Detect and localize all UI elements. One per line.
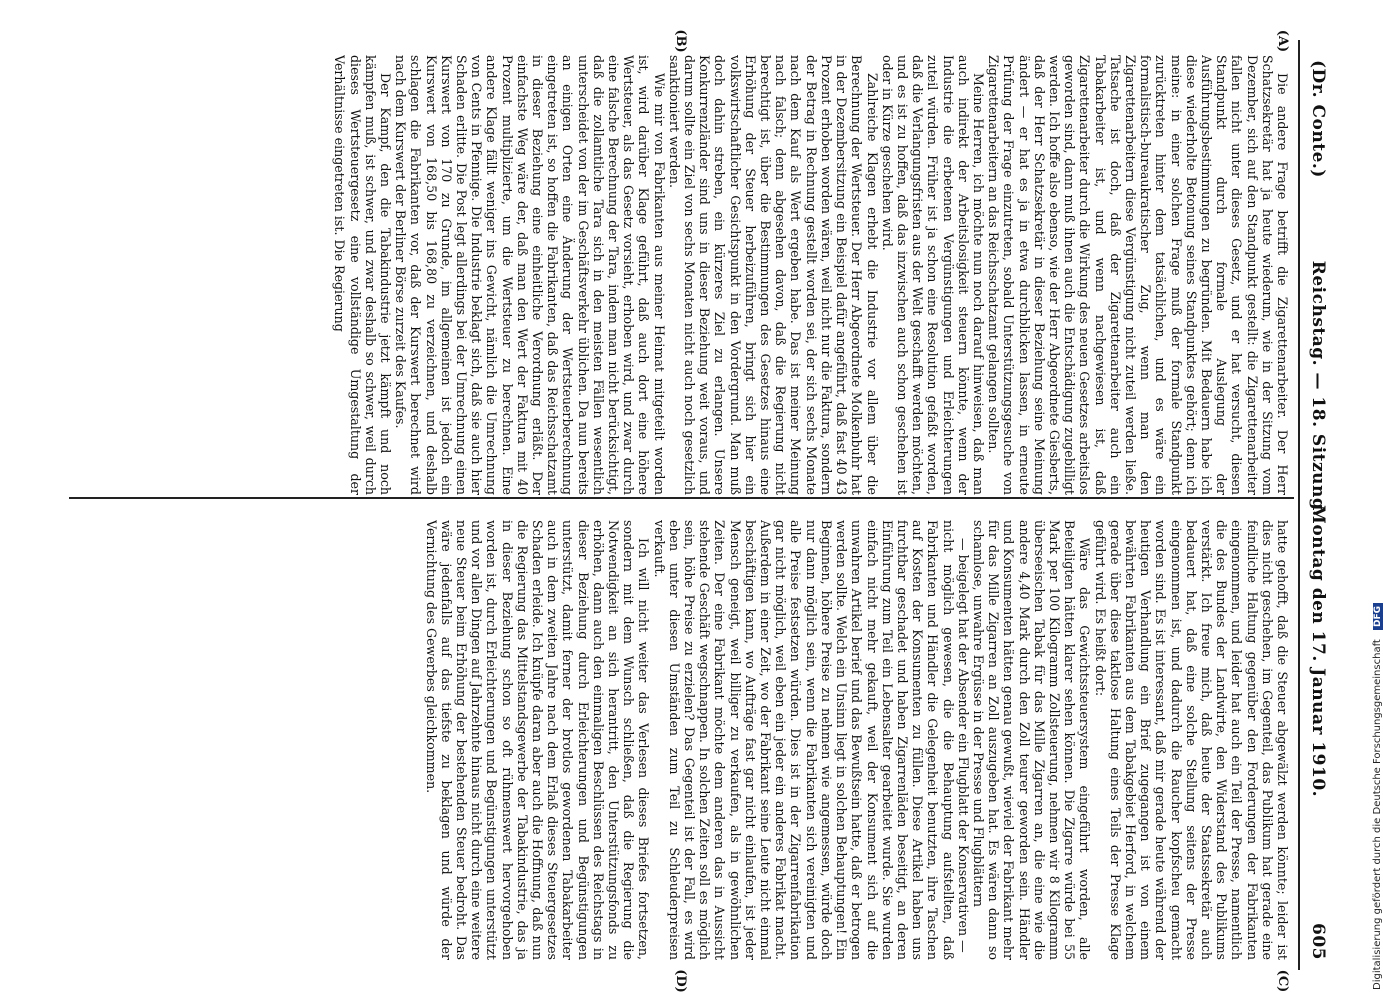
margin-mark-b: (B): [673, 29, 688, 53]
column-divider: [69, 497, 1294, 499]
running-head-speaker: [1302, 60, 1328, 517]
rotated-newspaper-page: [43, 0, 1338, 1000]
running-head-date: Montag den 17. Januar 1910.: [1308, 505, 1328, 798]
paragraph: Der Kampf, den die Tabakindustrie jetzt kämpft und noch kämpfen muß, ist schwer, und zwar deshalb so schwer, weil durch dieses Wertsteuergesetz eine vollständige Umgestaltung der Verhältnisse eingetreten ist. Die Regierung: [332, 55, 394, 495]
speaker-name: (Dr. Conte.): [1308, 60, 1328, 178]
paragraph: Ich will nicht weiter das Verlesen dieses Briefes fortsetzen, sondern mit dem Wunsch schließen, daß die Regierung die Notwendigkeit an sich herantritt, den Unterstützungsfonds zu erhöhen, dann auch den einmaligen Beschlüssen des Reichstags in dieser Beziehung durch Erleichterungen und Begünstigungen unterstützt, damit ferner der brotlos gewordenen Tabakarbeiter auch in dem zweiten Jahre nach dem Erlaß dieses Steuergesetzes Schaden erleide. Ich knüpfe daran aber auch die Hoffnung, daß nun die Regierung das Mittelstandsgewerbe der Tabakindustrie, das ja in dieser Beziehung schon so oft rühmenswert hervorgehoben worden ist, durch Erleichterungen und Begünstigungen unterstützt und vor allen Dingen auf Jahrzehnte hinaus nicht durch eine weitere neue Steuer beim Erhöhung der bestehenden Steuer bedroht. Das wäre jedenfalls auf das tiefste zu beklagen und würde der Vernichtung des Gewerbes gleichkommen.: [423, 520, 652, 960]
page-number: 605: [1308, 923, 1328, 960]
paragraph: Die andere Frage betrifft die Zigarettenarbeiter. Der Herr Schatzsekretär hat ja heute wiederum, wie in der Sitzung vom Dezember, sich auf den Standpunkt gestellt: die Zigarettenarbeiter fallen nicht unter dieses Gesetz, und er hat versucht, diesen Standpunkt durch formale Auslegung der Ausführungsbestimmungen zu begründen. Mit Bedauern habe ich diese wiederholte Betonung seines Standpunktes gehört; denn ich meine: in einer solchen Frage muß der formale Standpunkt zurücktreten hinter dem tatsächlichen, und es wäre ein formalistisch-bureaukratischer Zug, wenn man den Zigarettenarbeitern diese Vergünstigung nicht zuteil werden ließe. Tatsache ist doch, daß der Zigarettenarbeiter auch ein Tabakarbeiter ist, und wenn nachgewiesen ist, daß Zigarettenarbeiter durch die Wirkung des neuen Gesetzes arbeitslos geworden sind, dann muß ihnen auch die Entschädigung zugebilligt werden. Ich hoffe also ebenso, wie der Herr Abgeordnete Giesberts, daß der Herr Schatzsekretär in dieser Beziehung seine Meinung ändert — er hat es ja in etwa durchblicken lassen, in erneute Prüfung der Frage einzutreten, sobald Unterstützungsgesuche von Zigarettenarbeitern an das Reichsschatzamt gelangen sollten.: [986, 55, 1290, 495]
right-column: [70, 520, 1290, 960]
paragraph: Zahlreiche Klagen erhebt die Industrie vor allem über die Berechnung der Wertsteuer. Der Herr Abgeordnete Molkenbuhr hat in der Dezembersitzung ein Beispiel dafür angeführt, daß fast 40 43 Prozent erhoben worden wären, weil nicht nur die Faktura, sondern der Betrag in Rechnung gestellt worden sei, der sich sechs Monate nach dem Kauf als Wert ergeben habe. Das ist meiner Meinung nach falsch; denn abgesehen davon, daß die Regierung nicht berechtigt ist, über die Bestimmungen des Gesetzes hinaus eine Erhöhung der Steuer herbeizuführen, bringt sich hier ein volkswirtschaftlicher Gesichtspunkt in den Vordergrund. Man muß doch dahin streben, ein kürzeres Ziel zu erlangen. Unsere Konkurrenzländer sind uns in dieser Beziehung weit voraus, und darum sollte ein Ziel von sechs Monaten nicht auch noch gesetzlich sanktioniert werden.: [666, 55, 880, 495]
digitization-credit: [1372, 603, 1383, 990]
credit-text: Digitalisierung gefördert durch die Deutsche Forschungsgemeinschaft: [1372, 639, 1383, 990]
quoted-letter-continued: nicht möglich gewesen, die die Behauptung aufstellten, daß Fabrikanten und Händler die Gelegenheit benutzten, ihre Taschen auf Kosten der Konsumenten zu füllen. Diese Artikel haben uns furchtbar geschadet und haben Zigarrenläden beseitigt, an deren Einführung zum Teil ein Lebensalter gearbeitet wurde. Sie wurden einfach nicht mehr gekauft, weil der Konsument sich auf die unwahren Artikel berief und das Bewußtsein hatte, daß er betrogen werden sollte. Welch ein Unsinn liegt in solchen Behauptungen! Ein Beginnen, höhere Preise zu nehmen wie angemessen, würde doch nur dann möglich sein, wenn die Fabrikanten sich vereinigten und alle Preise festsetzen würden. Dies ist in der Zigarrenfabrikation gar nicht möglich, weil eben ein jeder ein anderes Fabrikat macht. Außerdem in einer Zeit, wo der Fabrikant seine Leute nicht einmal beschäftigen kann, wo Aufträge fast gar nicht einlaufen, ist jeder Mensch geneigt, weil billiger zu verkaufen, als in gewöhnlichen Zeiten. Der eine Fabrikant möchte dem anderen das in Aussicht stehende Geschäft wegschnappen. In solchen Zeiten soll es möglich sein, höhe Preise zu erzielen? Das Gegenteil ist der Fall, es wird eben unter diesen Umständen zum Teil zu Schleuderpreisen verkauft.: [651, 520, 956, 960]
margin-mark-c: (C): [1275, 969, 1290, 993]
interjection: — beigelegt hat der Absender ein Flugblatt der Konservativen —: [955, 538, 971, 953]
paragraph: Wie mir von Fabrikanten aus meiner Heimat mitgeteilt worden ist, wird darüber Klage geführt, daß auch dort eine höhere Wertsteuer, als das Gesetz vorsieht, erhoben wird, und zwar durch eine falsche Berechnung der Tara, indem man nicht berücksichtigt, daß die zollamtliche Tara sich in den meisten Fällen wesentlich unterscheidet von der im Geschäftsverkehr üblichen. Da nun bereits an einigen Orten eine Änderung der Wertsteuerberechnung eingetreten ist, so hoffen die Fabrikanten, daß das Reichsschatzamt in dieser Beziehung eine einheitliche Verordnung erläßt. Der einfachste Weg wäre der, daß man den Wert der Faktura mit 40 Prozent multiplizierte, um die Wertsteuer zu berechnen. Eine andere Klage fällt weniger ins Gewicht, nämlich die Umrechnung von Cents in Pfennige. Die Industrie beklagt sich, daß sie auch hier Schaden erlitte. Die Post legt allerdings bei der Umrechnung einen Kurswert von 170 zu Grunde, im allgemeinen ist jedoch ein Kurswert von 168,50 bis 168,80 zu verzeichnen, und deshalb schlagen die Fabrikanten vor, daß der Kurswert berechnet wird nach dem Kurswert der Berliner Börse zurzeit des Kaufes.: [393, 55, 667, 495]
paragraph: hatte gehofft, daß die Steuer abgewälzt werden könnte; leider ist dies nicht geschehen, im Gegenteil, das Publikum hat gerade eine feindliche Haltung gegenüber den Forderungen der Fabrikanten eingenommen, und leider hat auch ein Teil der Presse, namentlich die des Bundes der Landwirte, den Widerstand des Publikums verstärkt. Ich freue mich, daß heute der Staatssekretär auch bedauert hat, daß eine solche Stellung seitens der Presse eingenommen ist, und dadurch die Raucher kopfscheu gemacht worden sind. Es ist interessant, daß mir gerade heute während der heutigen Verhandlung ein Brief zugegangen ist von einem bewährten Fabrikanten aus dem Tabakgebiet Herford, in welchem gerade über diese taktlose Haltung eines Teils der Presse Klage geführt wird. Es heißt dort:: [1092, 520, 1290, 960]
session-title: Reichstag. — 18. Sitzung.: [1308, 260, 1328, 517]
margin-mark-d: (D): [673, 969, 688, 993]
header-rule: [1298, 40, 1300, 970]
dfg-logo-icon: DFG: [1373, 603, 1383, 630]
quoted-letter: Wäre das Gewichtssteuersystem eingeführt worden, alle Beteiligten hätten klarer sehen können. Die Zigarre würde bei 55 Mark per 100 Kilogramm Zollsteuerung, nehmen wir 8 Kilogramm überseeischen Tabak für das Mille Zigarren an, die eine wie die andere 4,40 Mark durch den Zoll teurer geworden sein. Händler und Konsumenten hätten genau gewußt, wieviel der Fabrikant mehr für das Mille Zigarren an Zoll auszugeben hat. Es wären dann so schamlose, unwahre Ergüsse in der Presse und Flugblättern: [970, 520, 1093, 960]
left-column: [70, 55, 1290, 495]
paragraph: Meine Herren, ich möchte nun noch darauf hinweisen, daß man auch indirekt der Arbeitslosigkeit steuern könnte, wenn der Industrie die erbetenen Vergünstigungen und Erleichterungen zuteil würden. Früher ist ja schon eine Resolution gefaßt worden, daß die Verlangungsfristen aus der Welt geschafft werden möchten, und es ist zu hoffen, daß das inzwischen auch schon geschehen ist oder in Kürze geschehen wird.: [879, 55, 986, 495]
margin-mark-a: (A): [1275, 29, 1290, 53]
